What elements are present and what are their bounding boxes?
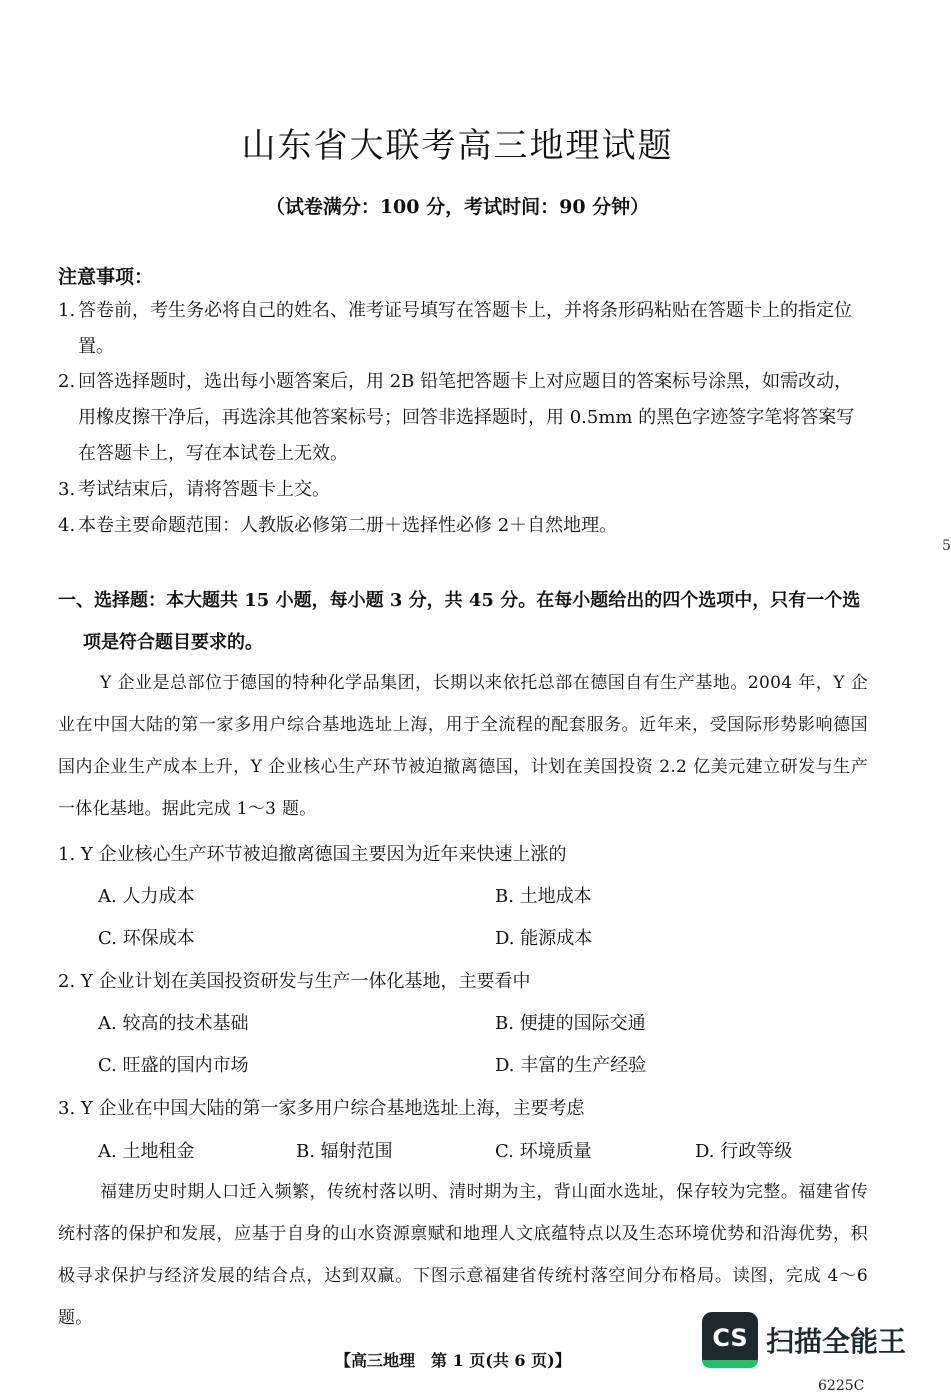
section-heading [58,580,866,664]
passage-1: Y 企业是总部位于德国的特种化学品集团，长期以来依托总部在德国自有生产基地。2004 年，Y 企业在中国大陆的第一家多用户综合基地选址上海，用于全流程的配套服务。近年来，受国际形势影响德国国内企业生产成本上升，Y 企业核心生产环节被迫撤离德国，计划在美国投资 2.2 亿美元建立研发与生产一体化基地。据此完成 1～3 题。 [58,673,868,819]
notice-item-2 [58,364,866,472]
section-line-1: 一、选择题：本大题共 15 小题，每小题 3 分，共 45 分。在每小题给出的四个选项中，只有一个选 [58,590,861,611]
question-3-option-d: D. 行政等级 [695,1141,793,1162]
question-1-stem: 1. Y 企业核心生产环节被迫撤离德国主要因为近年来快速上涨的 [58,844,567,865]
watermark-text: 扫描全能王 [766,1325,907,1358]
margin-mark: 5 [942,538,951,554]
page-title: 山东省大联考高三地理试题 [241,126,674,166]
notice-text: 答卷前，考生务必将自己的姓名、准考证号填写在答题卡上，并将条形码粘贴在答题卡上的指定位置。 [78,300,852,357]
logo-text: CS [712,1324,748,1352]
notice-text: 本卷主要命题范围：人教版必修第二册＋选择性必修 2＋自然地理。 [78,515,618,536]
camscanner-logo-icon [702,1312,758,1368]
exam-info: （试卷满分：100 分，考试时间：90 分钟） [265,196,650,218]
notice-item-4 [58,508,866,544]
notice-text: 考试结束后，请将答题卡上交。 [78,479,330,500]
question-2-option-c: C. 旺盛的国内市场 [98,1055,249,1076]
question-2-option-a: A. 较高的技术基础 [98,1013,249,1034]
notice-num: 3. [58,479,76,500]
question-3-option-b: B. 辐射范围 [296,1141,393,1162]
notice-item-3 [58,472,866,508]
notice-item-1 [58,293,866,365]
question-3-option-a: A. 土地租金 [98,1141,195,1162]
question-3-option-c: C. 环境质量 [495,1141,592,1162]
question-2-option-b: B. 便捷的国际交通 [495,1013,646,1034]
page-footer: 【高三地理 第 1 页(共 6 页)】 [335,1351,571,1370]
notice-heading: 注意事项： [58,266,154,288]
notice-text: 回答选择题时，选出每小题答案后，用 2B 铅笔把答题卡上对应题目的答案标号涂黑，如需改动，用橡皮擦干净后，再选涂其他答案标号；回答非选择题时，用 0.5mm 的黑色字迹签字笔将答案写在答题卡上，写在本试卷上无效。 [78,371,855,464]
passage-2: 福建历史时期人口迁入频繁，传统村落以明、清时期为主，背山面水选址，保存较为完整。福建省传统村落的保护和发展，应基于自身的山水资源禀赋和地理人文底蕴特点以及生态环境优势和沿海优势，积极寻求保护与经济发展的结合点，达到双赢。下图示意福建省传统村落空间分布格局。读图，完成 4～6 题。 [58,1182,868,1328]
question-1-option-c: C. 环保成本 [98,928,195,949]
question-2-option-d: D. 丰富的生产经验 [495,1055,647,1076]
question-3-stem: 3. Y 企业在中国大陆的第一家多用户综合基地选址上海，主要考虑 [58,1098,585,1119]
question-1-option-d: D. 能源成本 [495,928,593,949]
notice-num: 4. [58,515,76,536]
paper-code: 6225C [818,1378,865,1394]
notice-num: 2. [58,371,76,392]
question-2-stem: 2. Y 企业计划在美国投资研发与生产一体化基地，主要看中 [58,971,531,992]
notice-num: 1. [58,300,76,321]
question-1-option-a: A. 人力成本 [98,886,195,907]
question-1-option-b: B. 土地成本 [495,886,592,907]
logo-accent-bar [702,1360,758,1368]
section-line-2: 项是符合题目要求的。 [83,632,263,653]
